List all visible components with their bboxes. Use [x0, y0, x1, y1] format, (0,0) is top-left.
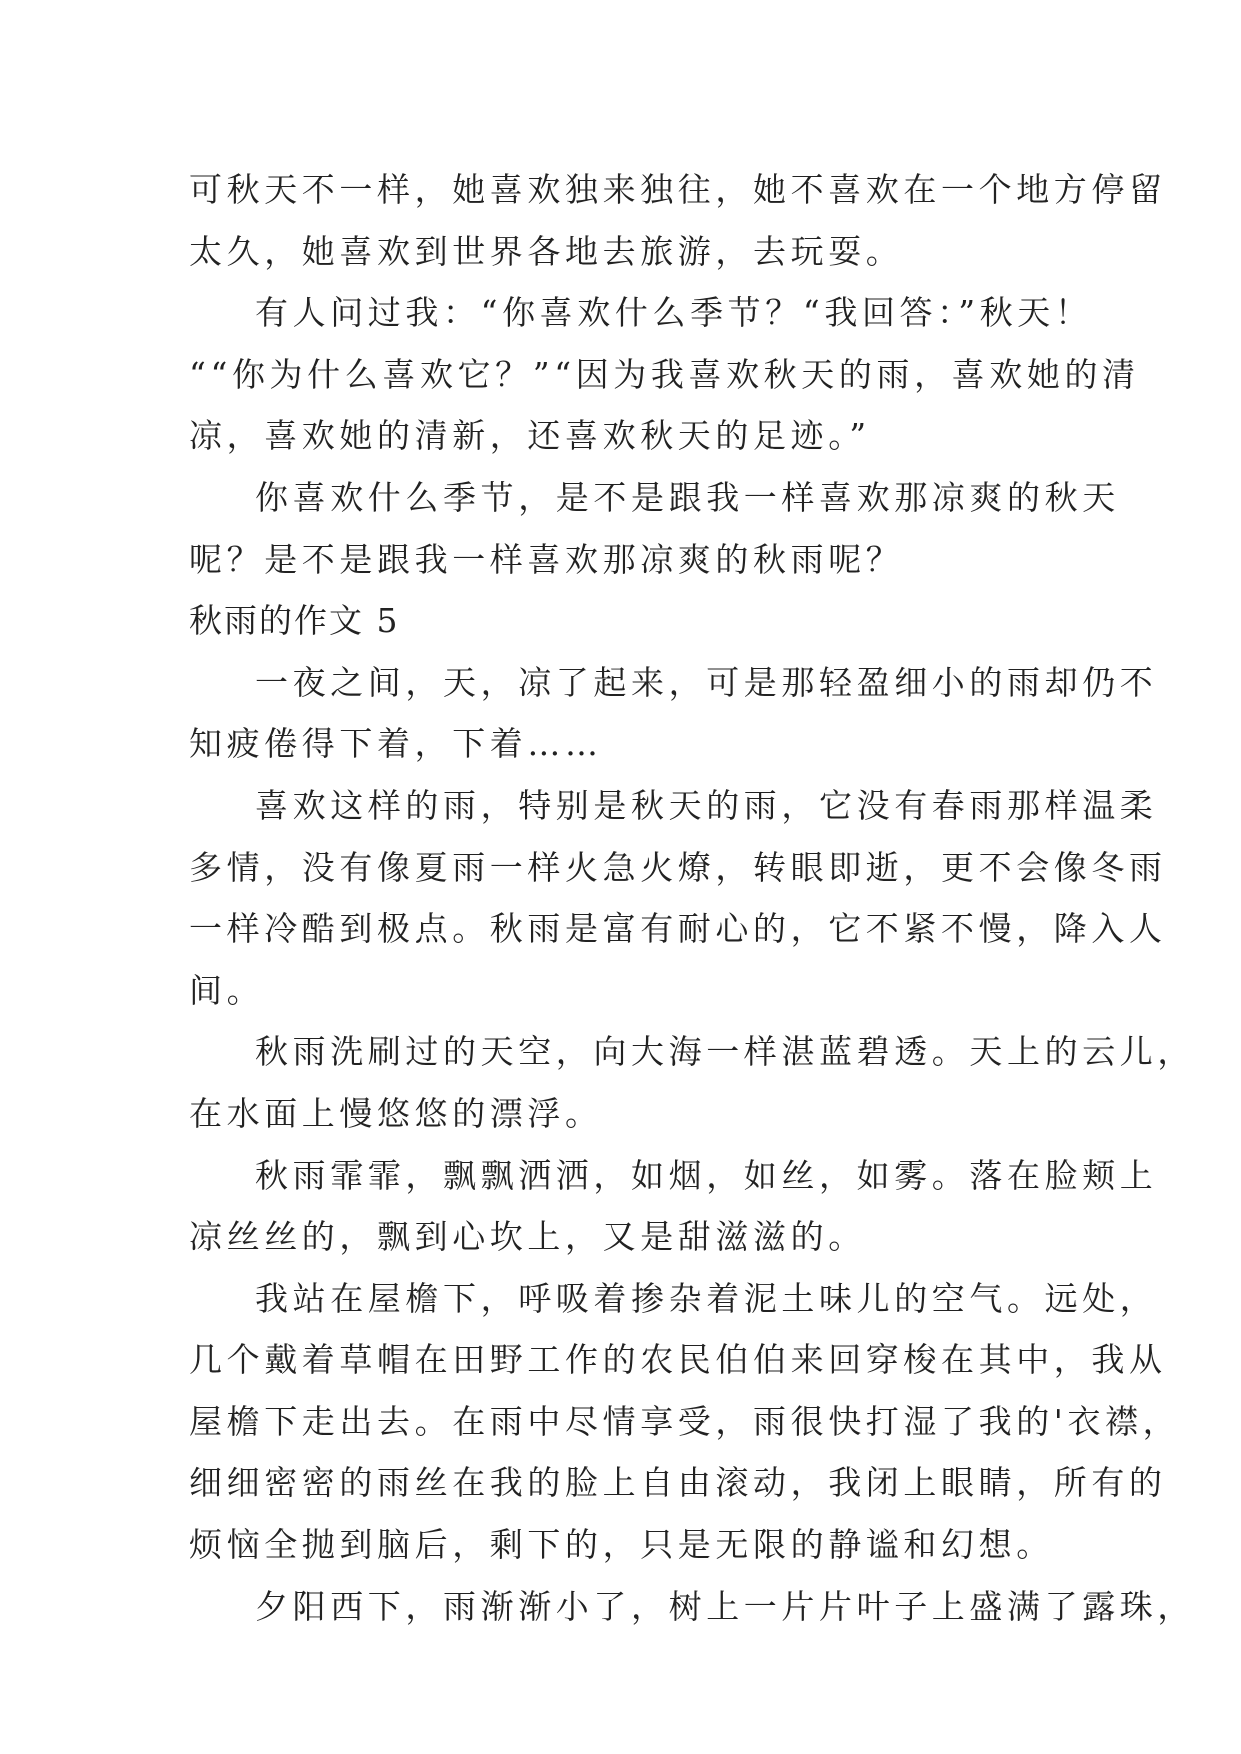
- section-heading: [189, 590, 1055, 652]
- paragraph: [189, 1021, 1195, 1144]
- essay-text: [189, 159, 1195, 1637]
- text-line: 可秋天不一样，她喜欢独来独往，她不喜欢在一个地方停留: [189, 170, 1167, 209]
- text-line: 有人问过我：“你喜欢什么季节？“我回答：”秋天！: [255, 293, 1093, 333]
- text-line: 呢？是不是跟我一样喜欢那凉爽的秋雨呢？: [189, 539, 904, 579]
- text-line: 喜欢这样的雨，特别是秋天的雨，它没有春雨那样温柔: [255, 785, 1158, 825]
- text-line: 秋雨洗刷过的天空，向大海一样湛蓝碧透。天上的云儿，: [255, 1032, 1195, 1072]
- text-line: 屋檐下走出去。在雨中尽情享受，雨很快打湿了我的'衣襟，: [189, 1401, 1181, 1441]
- text-line: 多情，没有像夏雨一样火急火燎，转眼即逝，更不会像冬雨: [189, 847, 1167, 887]
- text-line: 秋雨的作文 5: [189, 601, 400, 641]
- text-line: 在水面上慢悠悠的漂浮。: [189, 1093, 603, 1133]
- paragraph: [189, 467, 1120, 590]
- paragraph: [189, 775, 1167, 1021]
- text-line: 凉，喜欢她的清新，还喜欢秋天的足迹。”: [189, 416, 871, 456]
- text-line: 间。: [189, 970, 265, 1010]
- text-line: 知疲倦得下着，下着……: [189, 724, 603, 764]
- paragraph: [189, 652, 1158, 775]
- text-line: 一夜之间，天，凉了起来，可是那轻盈细小的雨却仍不: [255, 662, 1158, 702]
- text-line: 烦恼全抛到脑后，剩下的，只是无限的静谧和幻想。: [189, 1525, 1054, 1565]
- text-line: 你喜欢什么季节，是不是跟我一样喜欢那凉爽的秋天: [255, 477, 1120, 517]
- text-line: ““你为什么喜欢它？”“因为我喜欢秋天的雨，喜欢她的清: [189, 354, 1140, 394]
- paragraph: [189, 1268, 1181, 1576]
- paragraph-continuation: [189, 159, 1167, 282]
- text-line: 几个戴着草帽在田野工作的农民伯伯来回穿梭在其中，我从: [189, 1340, 1167, 1380]
- paragraph: [189, 1576, 1195, 1638]
- text-line: 凉丝丝的，飘到心坎上，又是甜滋滋的。: [189, 1217, 866, 1257]
- text-line: 秋雨霏霏，飘飘洒洒，如烟，如丝，如雾。落在脸颊上: [255, 1155, 1158, 1195]
- paragraph: [189, 1145, 1158, 1268]
- text-line: 太久，她喜欢到世界各地去旅游，去玩耍。: [189, 231, 904, 271]
- text-line: 我站在屋檐下，呼吸着掺杂着泥土味儿的空气。远处，: [255, 1278, 1158, 1318]
- text-line: 一样冷酷到极点。秋雨是富有耐心的，它不紧不慢，降入人: [189, 909, 1167, 949]
- text-line: 细细密密的雨丝在我的脸上自由滚动，我闭上眼睛，所有的: [189, 1463, 1167, 1503]
- paragraph: [189, 282, 1140, 467]
- text-line: 夕阳西下，雨渐渐小了，树上一片片叶子上盛满了露珠，: [255, 1586, 1195, 1626]
